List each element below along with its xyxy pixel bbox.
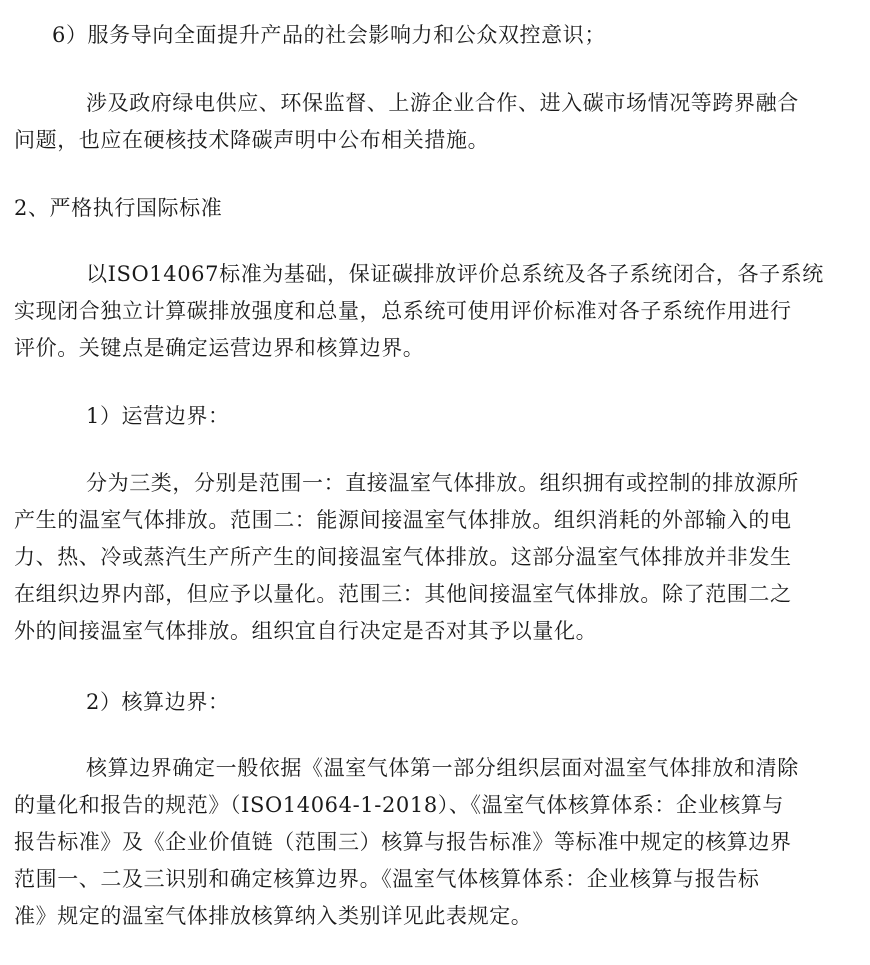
subheading-text: 2）核算边界： [86, 690, 230, 714]
text-line: 准》规定的温室气体排放核算纳入类别详见此表规定。 [14, 904, 533, 928]
text-line: 问题，也应在硬核技术降碳声明中公布相关措施。 [14, 128, 490, 152]
text-line: 实现闭合独立计算碳排放强度和总量，总系统可使用评价标准对各子系统作用进行 [14, 299, 792, 323]
subheading-operational-boundary [14, 398, 862, 435]
text-line: 以ISO14067标准为基础，保证碳排放评价总系统及各子系统闭合，各子系统 [86, 262, 824, 286]
text-line: 报告标准》及《企业价值链（范围三）核算与报告标准》等标准中规定的核算边界 [14, 830, 792, 854]
text-line: 评价。关键点是确定运营边界和核算边界。 [14, 336, 425, 360]
text-line: 核算边界确定一般依据《温室气体第一部分组织层面对温室气体排放和清除 [86, 756, 799, 780]
text-line: 在组织边界内部，但应予以量化。范围三：其他间接温室气体排放。除了范围二之 [14, 582, 792, 606]
text-line: 分为三类，分别是范围一：直接温室气体排放。组织拥有或控制的排放源所 [86, 471, 799, 495]
subheading-text: 1）运营边界： [86, 404, 230, 428]
text-line: 涉及政府绿电供应、环保监督、上游企业合作、进入碳市场情况等跨界融合 [86, 91, 799, 115]
text-line: 产生的温室气体排放。范围二：能源间接温室气体排放。组织消耗的外部输入的电 [14, 508, 792, 532]
paragraph-accounting-basis [14, 750, 862, 935]
text-line: 的量化和报告的规范》（ISO14064-1-2018）、《温室气体核算体系：企业核算与 [14, 793, 784, 817]
text-line: 力、热、冷或蒸汽生产所产生的间接温室气体排放。这部分温室气体排放并非发生 [14, 545, 792, 569]
text-line: 范围一、二及三识别和确定核算边界。《温室气体核算体系：企业核算与报告标 [14, 867, 760, 891]
paragraph-iso14067 [14, 256, 862, 367]
paragraph-scopes [14, 465, 862, 650]
section-heading-international-standards [14, 190, 862, 227]
paragraph-item-6 [14, 17, 862, 54]
text-line: 6）服务导向全面提升产品的社会影响力和公众双控意识； [52, 23, 606, 47]
heading-text: 2、严格执行国际标准 [14, 196, 223, 220]
paragraph-cross-border-issues [14, 85, 862, 159]
text-line: 外的间接温室气体排放。组织宜自行决定是否对其予以量化。 [14, 619, 598, 643]
subheading-accounting-boundary [14, 684, 862, 721]
